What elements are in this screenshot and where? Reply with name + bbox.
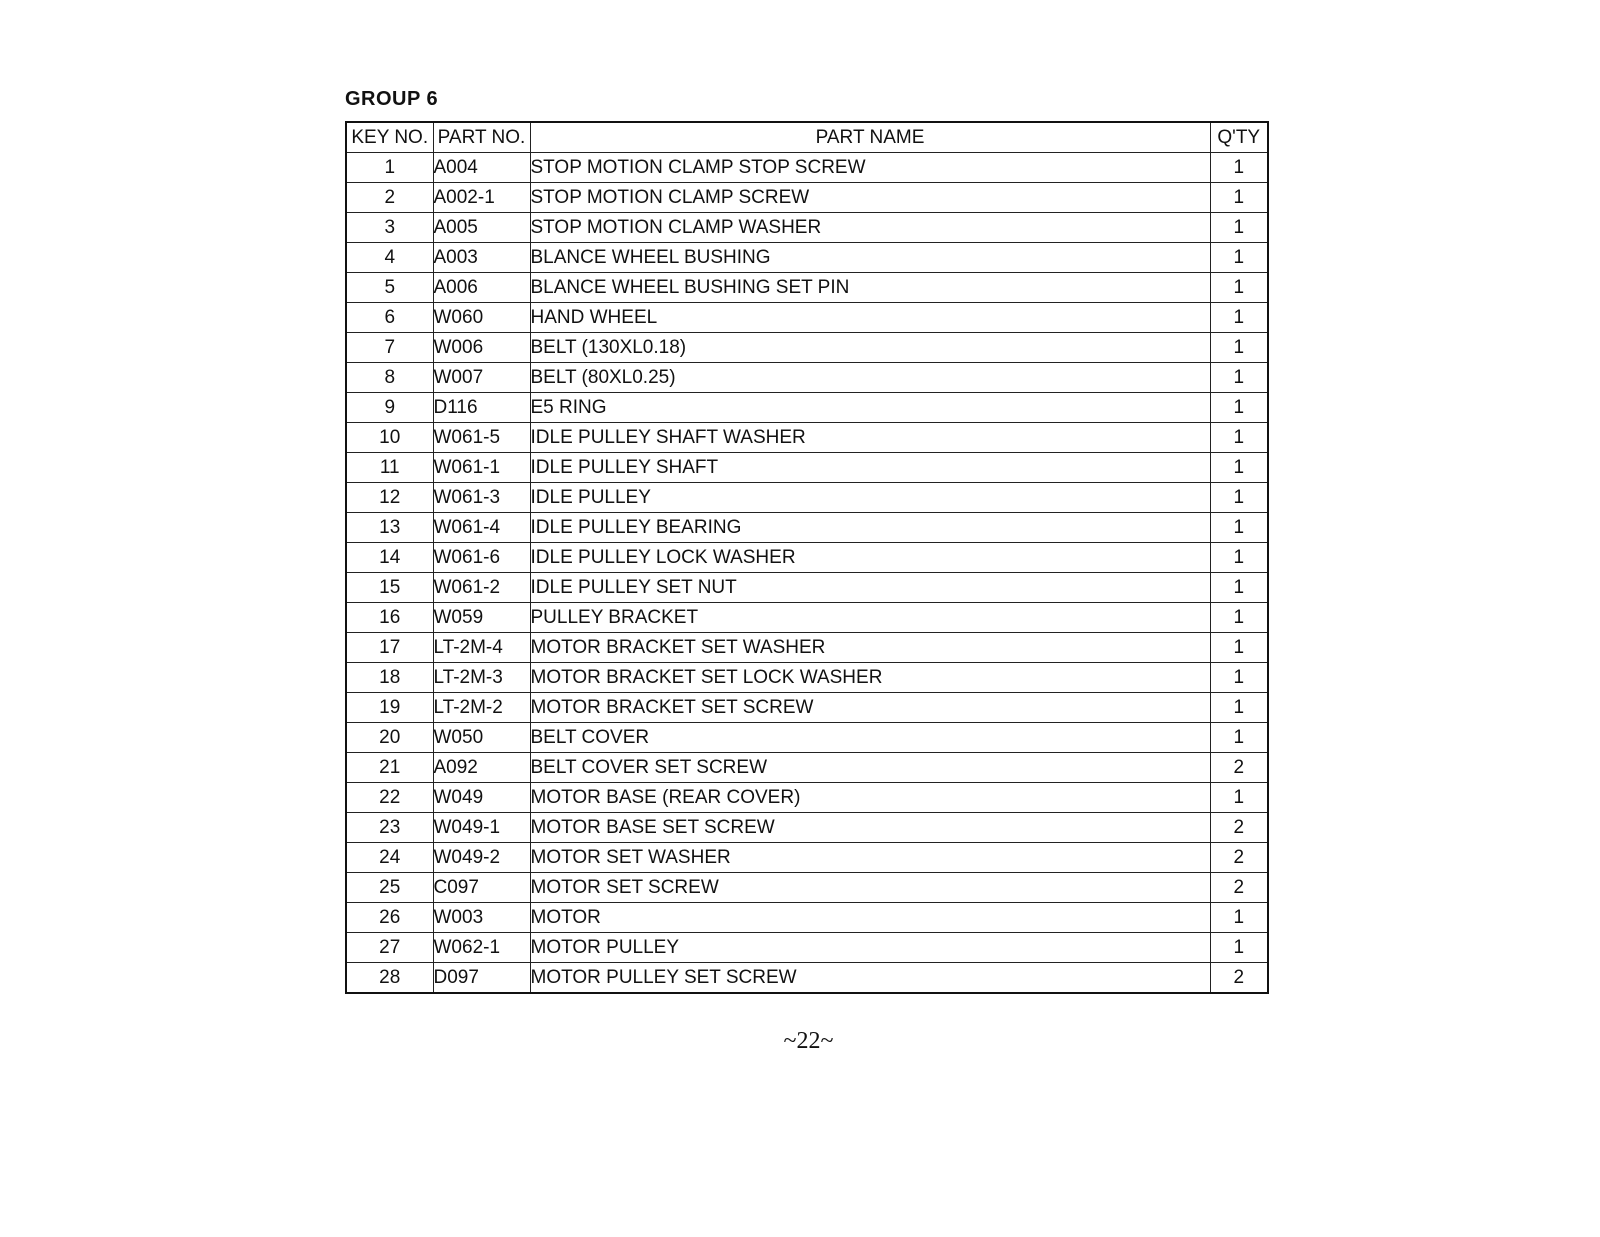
part-name-cell: BLANCE WHEEL BUSHING xyxy=(530,243,1210,273)
table-row xyxy=(346,753,1268,783)
table-row xyxy=(346,693,1268,723)
key-no-cell: 9 xyxy=(346,393,433,423)
part-name-cell: MOTOR BASE SET SCREW xyxy=(530,813,1210,843)
table-row xyxy=(346,273,1268,303)
part-no-cell: W050 xyxy=(433,723,530,753)
part-name-cell: MOTOR BASE (REAR COVER) xyxy=(530,783,1210,813)
key-no-cell: 24 xyxy=(346,843,433,873)
key-no-cell: 10 xyxy=(346,423,433,453)
key-no-cell: 6 xyxy=(346,303,433,333)
part-name-cell: STOP MOTION CLAMP STOP SCREW xyxy=(530,153,1210,183)
qty-cell: 1 xyxy=(1210,303,1268,333)
qty-cell: 1 xyxy=(1210,903,1268,933)
key-no-cell: 25 xyxy=(346,873,433,903)
table-row xyxy=(346,303,1268,333)
key-no-cell: 3 xyxy=(346,213,433,243)
part-name-cell: IDLE PULLEY SET NUT xyxy=(530,573,1210,603)
part-no-cell: A092 xyxy=(433,753,530,783)
qty-cell: 1 xyxy=(1210,183,1268,213)
part-name-cell: HAND WHEEL xyxy=(530,303,1210,333)
part-no-cell: D116 xyxy=(433,393,530,423)
part-no-cell: A002-1 xyxy=(433,183,530,213)
part-no-cell: W006 xyxy=(433,333,530,363)
part-name-cell: BELT COVER xyxy=(530,723,1210,753)
table-row xyxy=(346,963,1268,994)
qty-cell: 1 xyxy=(1210,783,1268,813)
page-number: ~22~ xyxy=(783,1028,834,1054)
part-name-cell: IDLE PULLEY SHAFT xyxy=(530,453,1210,483)
table-row xyxy=(346,513,1268,543)
table-row xyxy=(346,843,1268,873)
part-name-cell: IDLE PULLEY BEARING xyxy=(530,513,1210,543)
qty-cell: 1 xyxy=(1210,213,1268,243)
qty-cell: 1 xyxy=(1210,273,1268,303)
table-row xyxy=(346,573,1268,603)
part-name-cell: BELT COVER SET SCREW xyxy=(530,753,1210,783)
key-no-cell: 12 xyxy=(346,483,433,513)
key-no-cell: 5 xyxy=(346,273,433,303)
qty-cell: 2 xyxy=(1210,963,1268,994)
qty-cell: 2 xyxy=(1210,873,1268,903)
qty-cell: 1 xyxy=(1210,693,1268,723)
header-key-no: KEY NO. xyxy=(346,122,433,153)
key-no-cell: 20 xyxy=(346,723,433,753)
part-name-cell: MOTOR BRACKET SET WASHER xyxy=(530,633,1210,663)
part-name-cell: IDLE PULLEY xyxy=(530,483,1210,513)
part-no-cell: W049-2 xyxy=(433,843,530,873)
key-no-cell: 26 xyxy=(346,903,433,933)
qty-cell: 1 xyxy=(1210,423,1268,453)
table-row xyxy=(346,813,1268,843)
key-no-cell: 4 xyxy=(346,243,433,273)
part-no-cell: W007 xyxy=(433,363,530,393)
part-no-cell: W060 xyxy=(433,303,530,333)
part-name-cell: STOP MOTION CLAMP WASHER xyxy=(530,213,1210,243)
qty-cell: 1 xyxy=(1210,573,1268,603)
part-no-cell: W049 xyxy=(433,783,530,813)
parts-table-body xyxy=(346,153,1268,994)
key-no-cell: 18 xyxy=(346,663,433,693)
qty-cell: 2 xyxy=(1210,753,1268,783)
key-no-cell: 7 xyxy=(346,333,433,363)
qty-cell: 1 xyxy=(1210,603,1268,633)
part-no-cell: W059 xyxy=(433,603,530,633)
table-row xyxy=(346,333,1268,363)
part-name-cell: BELT (80XL0.25) xyxy=(530,363,1210,393)
part-no-cell: W061-6 xyxy=(433,543,530,573)
part-name-cell: BELT (130XL0.18) xyxy=(530,333,1210,363)
key-no-cell: 28 xyxy=(346,963,433,994)
table-row xyxy=(346,393,1268,423)
table-row xyxy=(346,183,1268,213)
header-qty: Q'TY xyxy=(1210,122,1268,153)
qty-cell: 1 xyxy=(1210,243,1268,273)
key-no-cell: 17 xyxy=(346,633,433,663)
part-name-cell: MOTOR xyxy=(530,903,1210,933)
table-row xyxy=(346,483,1268,513)
table-row xyxy=(346,933,1268,963)
qty-cell: 1 xyxy=(1210,633,1268,663)
key-no-cell: 23 xyxy=(346,813,433,843)
key-no-cell: 19 xyxy=(346,693,433,723)
part-name-cell: MOTOR BRACKET SET LOCK WASHER xyxy=(530,663,1210,693)
qty-cell: 1 xyxy=(1210,453,1268,483)
qty-cell: 1 xyxy=(1210,543,1268,573)
part-no-cell: D097 xyxy=(433,963,530,994)
part-no-cell: A004 xyxy=(433,153,530,183)
key-no-cell: 13 xyxy=(346,513,433,543)
qty-cell: 1 xyxy=(1210,723,1268,753)
key-no-cell: 22 xyxy=(346,783,433,813)
table-row xyxy=(346,213,1268,243)
table-row xyxy=(346,603,1268,633)
part-no-cell: LT-2M-3 xyxy=(433,663,530,693)
part-no-cell: W062-1 xyxy=(433,933,530,963)
qty-cell: 1 xyxy=(1210,483,1268,513)
qty-cell: 1 xyxy=(1210,663,1268,693)
key-no-cell: 11 xyxy=(346,453,433,483)
part-name-cell: MOTOR SET SCREW xyxy=(530,873,1210,903)
table-row xyxy=(346,783,1268,813)
group-title: GROUP 6 xyxy=(345,88,439,110)
part-no-cell: LT-2M-4 xyxy=(433,633,530,663)
part-name-cell: IDLE PULLEY LOCK WASHER xyxy=(530,543,1210,573)
part-name-cell: MOTOR SET WASHER xyxy=(530,843,1210,873)
qty-cell: 2 xyxy=(1210,843,1268,873)
part-no-cell: W061-1 xyxy=(433,453,530,483)
parts-table xyxy=(345,121,1269,994)
part-no-cell: W049-1 xyxy=(433,813,530,843)
part-name-cell: MOTOR PULLEY SET SCREW xyxy=(530,963,1210,994)
qty-cell: 1 xyxy=(1210,363,1268,393)
table-row xyxy=(346,543,1268,573)
part-no-cell: W061-2 xyxy=(433,573,530,603)
part-no-cell: A005 xyxy=(433,213,530,243)
qty-cell: 2 xyxy=(1210,813,1268,843)
key-no-cell: 15 xyxy=(346,573,433,603)
part-no-cell: A006 xyxy=(433,273,530,303)
table-row xyxy=(346,663,1268,693)
key-no-cell: 2 xyxy=(346,183,433,213)
part-name-cell: IDLE PULLEY SHAFT WASHER xyxy=(530,423,1210,453)
part-name-cell: E5 RING xyxy=(530,393,1210,423)
table-row xyxy=(346,363,1268,393)
table-row xyxy=(346,723,1268,753)
key-no-cell: 27 xyxy=(346,933,433,963)
part-no-cell: A003 xyxy=(433,243,530,273)
header-part-name: PART NAME xyxy=(530,122,1210,153)
qty-cell: 1 xyxy=(1210,513,1268,543)
qty-cell: 1 xyxy=(1210,333,1268,363)
part-no-cell: LT-2M-2 xyxy=(433,693,530,723)
header-part-no: PART NO. xyxy=(433,122,530,153)
table-row xyxy=(346,453,1268,483)
part-no-cell: W061-4 xyxy=(433,513,530,543)
part-no-cell: W003 xyxy=(433,903,530,933)
part-name-cell: MOTOR BRACKET SET SCREW xyxy=(530,693,1210,723)
part-no-cell: C097 xyxy=(433,873,530,903)
qty-cell: 1 xyxy=(1210,153,1268,183)
table-row xyxy=(346,873,1268,903)
part-name-cell: BLANCE WHEEL BUSHING SET PIN xyxy=(530,273,1210,303)
key-no-cell: 21 xyxy=(346,753,433,783)
key-no-cell: 8 xyxy=(346,363,433,393)
header-row xyxy=(346,122,1268,153)
table-row xyxy=(346,423,1268,453)
part-no-cell: W061-3 xyxy=(433,483,530,513)
part-name-cell: PULLEY BRACKET xyxy=(530,603,1210,633)
part-no-cell: W061-5 xyxy=(433,423,530,453)
table-row xyxy=(346,153,1268,183)
key-no-cell: 14 xyxy=(346,543,433,573)
key-no-cell: 1 xyxy=(346,153,433,183)
table-row xyxy=(346,243,1268,273)
part-name-cell: MOTOR PULLEY xyxy=(530,933,1210,963)
table-row xyxy=(346,633,1268,663)
key-no-cell: 16 xyxy=(346,603,433,633)
qty-cell: 1 xyxy=(1210,393,1268,423)
table-row xyxy=(346,903,1268,933)
part-name-cell: STOP MOTION CLAMP SCREW xyxy=(530,183,1210,213)
qty-cell: 1 xyxy=(1210,933,1268,963)
